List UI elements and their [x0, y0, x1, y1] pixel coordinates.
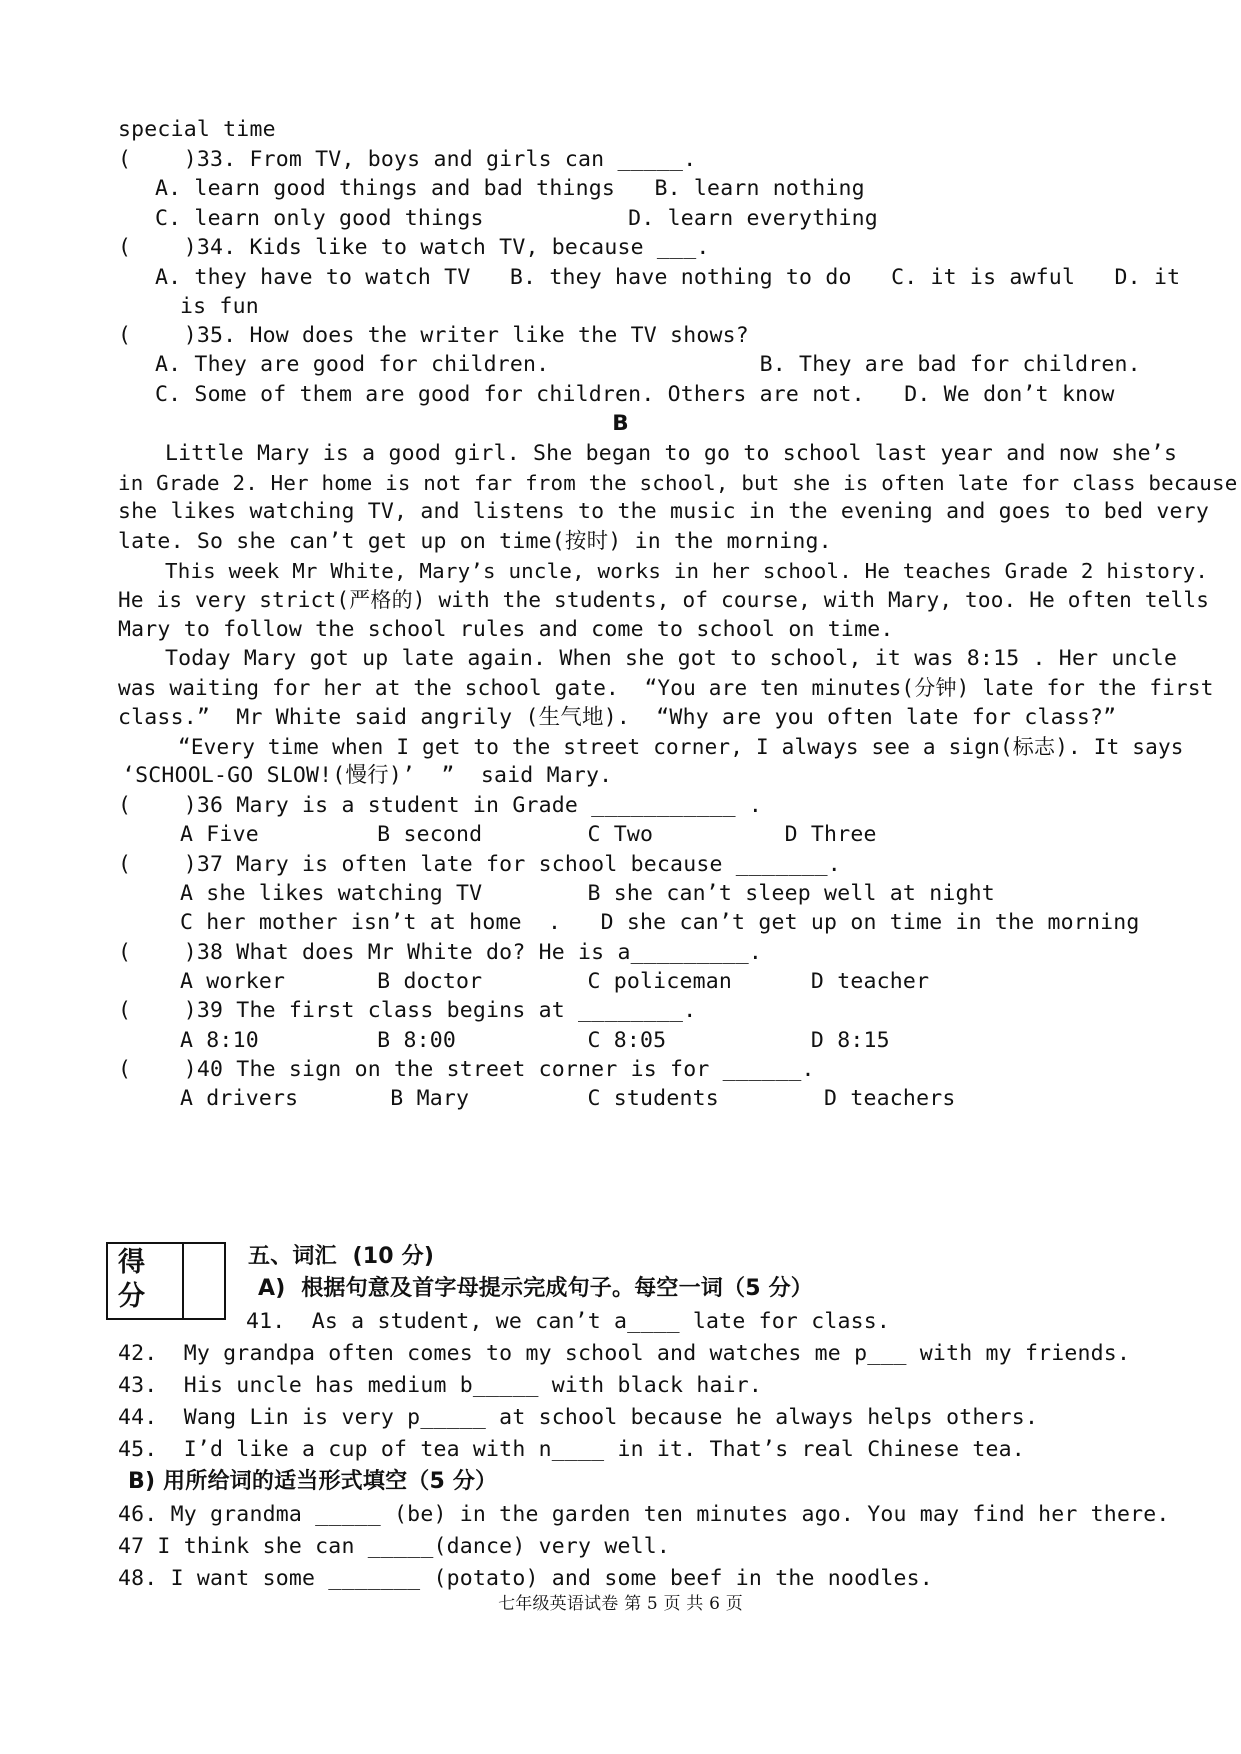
question-33: ( )33. From TV, boys and girls can _____. [118, 147, 697, 172]
question-38: ( )38 What does Mr White do? He is a_________. [118, 940, 763, 965]
q35-options-cd: C. Some of them are good for children. Others are not. D. We don’t know [155, 382, 1115, 407]
passage-line: in Grade 2. Her home is not far from the school, but she is often late for class because [118, 471, 1238, 495]
passage-line: He is very strict(严格的) with the students, of course, with Mary, too. He often tells [118, 588, 1210, 612]
q35-options-ab: A. They are good for children. B. They are bad for children. [155, 352, 1141, 377]
passage-line: was waiting for her at the school gate. “You are ten minutes(分钟) late for the first [118, 676, 1214, 700]
q37-options-ab: A she likes watching TV B she can’t sleep well at night [180, 881, 995, 906]
passage-line: “Every time when I get to the street corner, I always see a sign(标志). It says [178, 735, 1184, 759]
question-41: 41. As a student, we can’t a____ late for class. [246, 1309, 891, 1334]
passage-line: This week Mr White, Mary’s uncle, works in her school. He teaches Grade 2 history. [165, 559, 1209, 583]
question-44: 44. Wang Lin is very p_____ at school because he always helps others. [118, 1405, 1039, 1430]
text-line: special time [118, 117, 276, 142]
question-39: ( )39 The first class begins at ________. [118, 998, 697, 1023]
passage-line: class.” Mr White said angrily (生气地). “Why are you often late for class?” [118, 705, 1117, 730]
section-b-instructions: B) 用所给词的适当形式填空（5 分） [128, 1469, 498, 1494]
question-47: 47 I think she can _____(dance) very well. [118, 1534, 671, 1559]
question-40: ( )40 The sign on the street corner is for ______. [118, 1057, 815, 1082]
score-box-divider [182, 1244, 184, 1318]
passage-line: she likes watching TV, and listens to the music in the evening and goes to bed very [118, 499, 1209, 524]
question-35: ( )35. How does the writer like the TV shows? [118, 323, 749, 348]
q33-options-ab: A. learn good things and bad things B. learn nothing [155, 176, 865, 201]
question-45: 45. I’d like a cup of tea with n____ in it. That’s real Chinese tea. [118, 1437, 1025, 1462]
question-34: ( )34. Kids like to watch TV, because ___. [118, 235, 710, 260]
score-label: 得分 [118, 1247, 145, 1312]
section-b-heading: B [612, 411, 629, 436]
page-footer: 七年级英语试卷 第 5 页 共 6 页 [498, 1594, 743, 1614]
section-a-instructions: A) 根据句意及首字母提示完成句子。每空一词（5 分） [258, 1276, 813, 1301]
passage-line: Little Mary is a good girl. She began to go to school last year and now she’s [165, 441, 1178, 466]
q38-options: A worker B doctor C policeman D teacher [180, 969, 930, 994]
question-37: ( )37 Mary is often late for school because _______. [118, 852, 841, 877]
passage-line: Mary to follow the school rules and come to school on time. [118, 617, 894, 642]
score-box [106, 1242, 226, 1320]
q39-options: A 8:10 B 8:00 C 8:05 D 8:15 [180, 1028, 890, 1053]
question-36: ( )36 Mary is a student in Grade ___________ . [118, 793, 763, 818]
q34-options: A. they have to watch TV B. they have nothing to do C. it is awful D. it [155, 265, 1181, 290]
q36-options: A Five B second C Two D Three [180, 822, 877, 847]
passage-line: ‘SCHOOL-GO SLOW!(慢行)’ ” said Mary. [122, 763, 613, 788]
q37-options-cd: C her mother isn’t at home . D she can’t get up on time in the morning [180, 910, 1140, 935]
question-48: 48. I want some _______ (potato) and some beef in the noodles. [118, 1566, 933, 1591]
passage-line: Today Mary got up late again. When she got to school, it was 8:15 . Her uncle [165, 646, 1178, 671]
question-46: 46. My grandma _____ (be) in the garden ten minutes ago. You may find her there. [118, 1502, 1170, 1527]
section-5-heading: 五、词汇 (10 分) [248, 1244, 435, 1269]
q34-options-cont: is fun [180, 294, 259, 319]
q33-options-cd: C. learn only good things D. learn everything [155, 206, 878, 231]
question-43: 43. His uncle has medium b_____ with black hair. [118, 1373, 763, 1398]
passage-line: late. So she can’t get up on time(按时) in the morning. [118, 529, 832, 554]
question-42: 42. My grandpa often comes to my school and watches me p___ with my friends. [118, 1341, 1131, 1366]
q40-options: A drivers B Mary C students D teachers [180, 1086, 956, 1111]
